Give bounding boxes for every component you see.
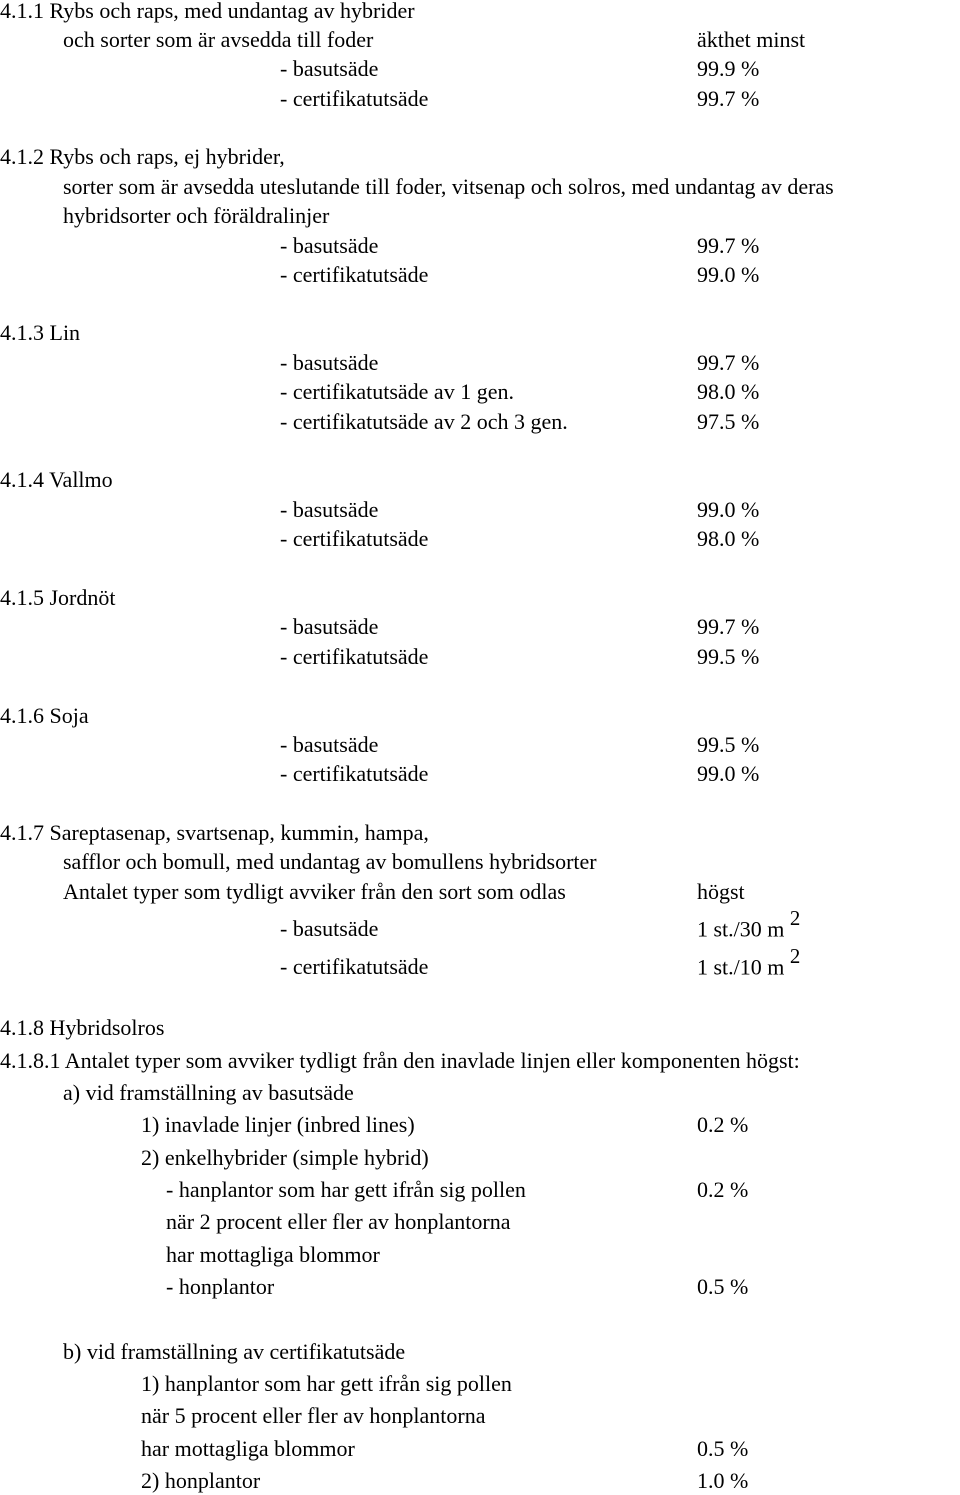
value-text: 1 st./30 m <box>697 916 785 942</box>
row-value <box>697 906 801 942</box>
column-header-hogst: högst <box>697 879 745 904</box>
row-label: - basutsäde <box>280 497 379 522</box>
list-subitem: - hanplantor som har gett ifrån sig pollen <box>166 1177 526 1202</box>
row-value: 98.0 % <box>697 379 760 404</box>
row-value: 98.0 % <box>697 526 760 551</box>
row-label: - basutsäde <box>280 916 379 941</box>
row-value: 0.2 % <box>697 1112 749 1137</box>
row-value: 99.7 % <box>697 86 760 111</box>
row-value: 97.5 % <box>697 409 760 434</box>
list-heading-b: b) vid framställning av certifikatutsäde <box>63 1339 406 1364</box>
row-value: 0.5 % <box>697 1274 749 1299</box>
row-value: 99.5 % <box>697 732 760 757</box>
row-label: - certifikatutsäde <box>280 262 429 287</box>
superscript: 2 <box>789 944 801 968</box>
row-value: 1.0 % <box>697 1468 749 1493</box>
section-heading-4-1-3: 4.1.3 Lin <box>0 320 81 345</box>
row-value <box>697 944 801 980</box>
row-value: 99.0 % <box>697 761 760 786</box>
list-subitem-text: när 2 procent eller fler av honplantorna <box>166 1209 511 1234</box>
row-label: - certifikatutsäde <box>280 954 429 979</box>
section-heading-4-1-8: 4.1.8 Hybridsolros <box>0 1015 165 1040</box>
superscript: 2 <box>789 906 801 930</box>
row-label: - basutsäde <box>280 614 379 639</box>
section-text: hybridsorter och föräldralinjer <box>63 203 330 228</box>
row-value: 0.5 % <box>697 1436 749 1461</box>
row-value: 99.7 % <box>697 614 760 639</box>
list-subitem-text: har mottagliga blommor <box>166 1242 380 1267</box>
list-heading-a: a) vid framställning av basutsäde <box>63 1080 354 1105</box>
section-heading-4-1-5: 4.1.5 Jordnöt <box>0 585 116 610</box>
list-item-text: när 5 procent eller fler av honplantorna <box>141 1403 486 1428</box>
section-text: safflor och bomull, med undantag av bomullens hybridsorter <box>63 849 597 874</box>
row-label: - certifikatutsäde <box>280 644 429 669</box>
list-item: 1) inavlade linjer (inbred lines) <box>141 1112 415 1137</box>
row-value: 99.0 % <box>697 262 760 287</box>
row-label: - basutsäde <box>280 350 379 375</box>
row-label: - certifikatutsäde av 1 gen. <box>280 379 514 404</box>
list-item: 1) hanplantor som har gett ifrån sig pollen <box>141 1371 512 1396</box>
section-heading-4-1-1: 4.1.1 Rybs och raps, med undantag av hybrider <box>0 0 415 23</box>
section-heading-4-1-4: 4.1.4 Vallmo <box>0 467 113 492</box>
row-value: 99.0 % <box>697 497 760 522</box>
list-item: 2) honplantor <box>141 1468 261 1493</box>
section-heading-4-1-6: 4.1.6 Soja <box>0 703 89 728</box>
row-label: - basutsäde <box>280 56 379 81</box>
row-label: - certifikatutsäde <box>280 761 429 786</box>
list-subitem: - honplantor <box>166 1274 275 1299</box>
row-label: - certifikatutsäde av 2 och 3 gen. <box>280 409 568 434</box>
list-item-text: har mottagliga blommor <box>141 1436 355 1461</box>
column-header-akthet: äkthet minst <box>697 27 806 52</box>
row-label: - certifikatutsäde <box>280 526 429 551</box>
section-text: sorter som är avsedda uteslutande till foder, vitsenap och solros, med undantag av deras <box>63 174 834 199</box>
row-value: 99.7 % <box>697 233 760 258</box>
row-label: - basutsäde <box>280 233 379 258</box>
row-value: 99.5 % <box>697 644 760 669</box>
value-text: 1 st./10 m <box>697 954 785 980</box>
row-value: 0.2 % <box>697 1177 749 1202</box>
section-text: Antalet typer som tydligt avviker från den sort som odlas <box>63 879 566 904</box>
row-label: - basutsäde <box>280 732 379 757</box>
row-label: - certifikatutsäde <box>280 86 429 111</box>
section-subheading-4-1-8-1: 4.1.8.1 Antalet typer som avviker tydligt från den inavlade linjen eller komponenten högst: <box>0 1048 800 1073</box>
section-heading-4-1-7: 4.1.7 Sareptasenap, svartsenap, kummin, hampa, <box>0 820 429 845</box>
row-value: 99.9 % <box>697 56 760 81</box>
list-item: 2) enkelhybrider (simple hybrid) <box>141 1145 429 1170</box>
row-value: 99.7 % <box>697 350 760 375</box>
section-heading-4-1-2: 4.1.2 Rybs och raps, ej hybrider, <box>0 144 285 169</box>
section-subheading: och sorter som är avsedda till foder <box>63 27 374 52</box>
